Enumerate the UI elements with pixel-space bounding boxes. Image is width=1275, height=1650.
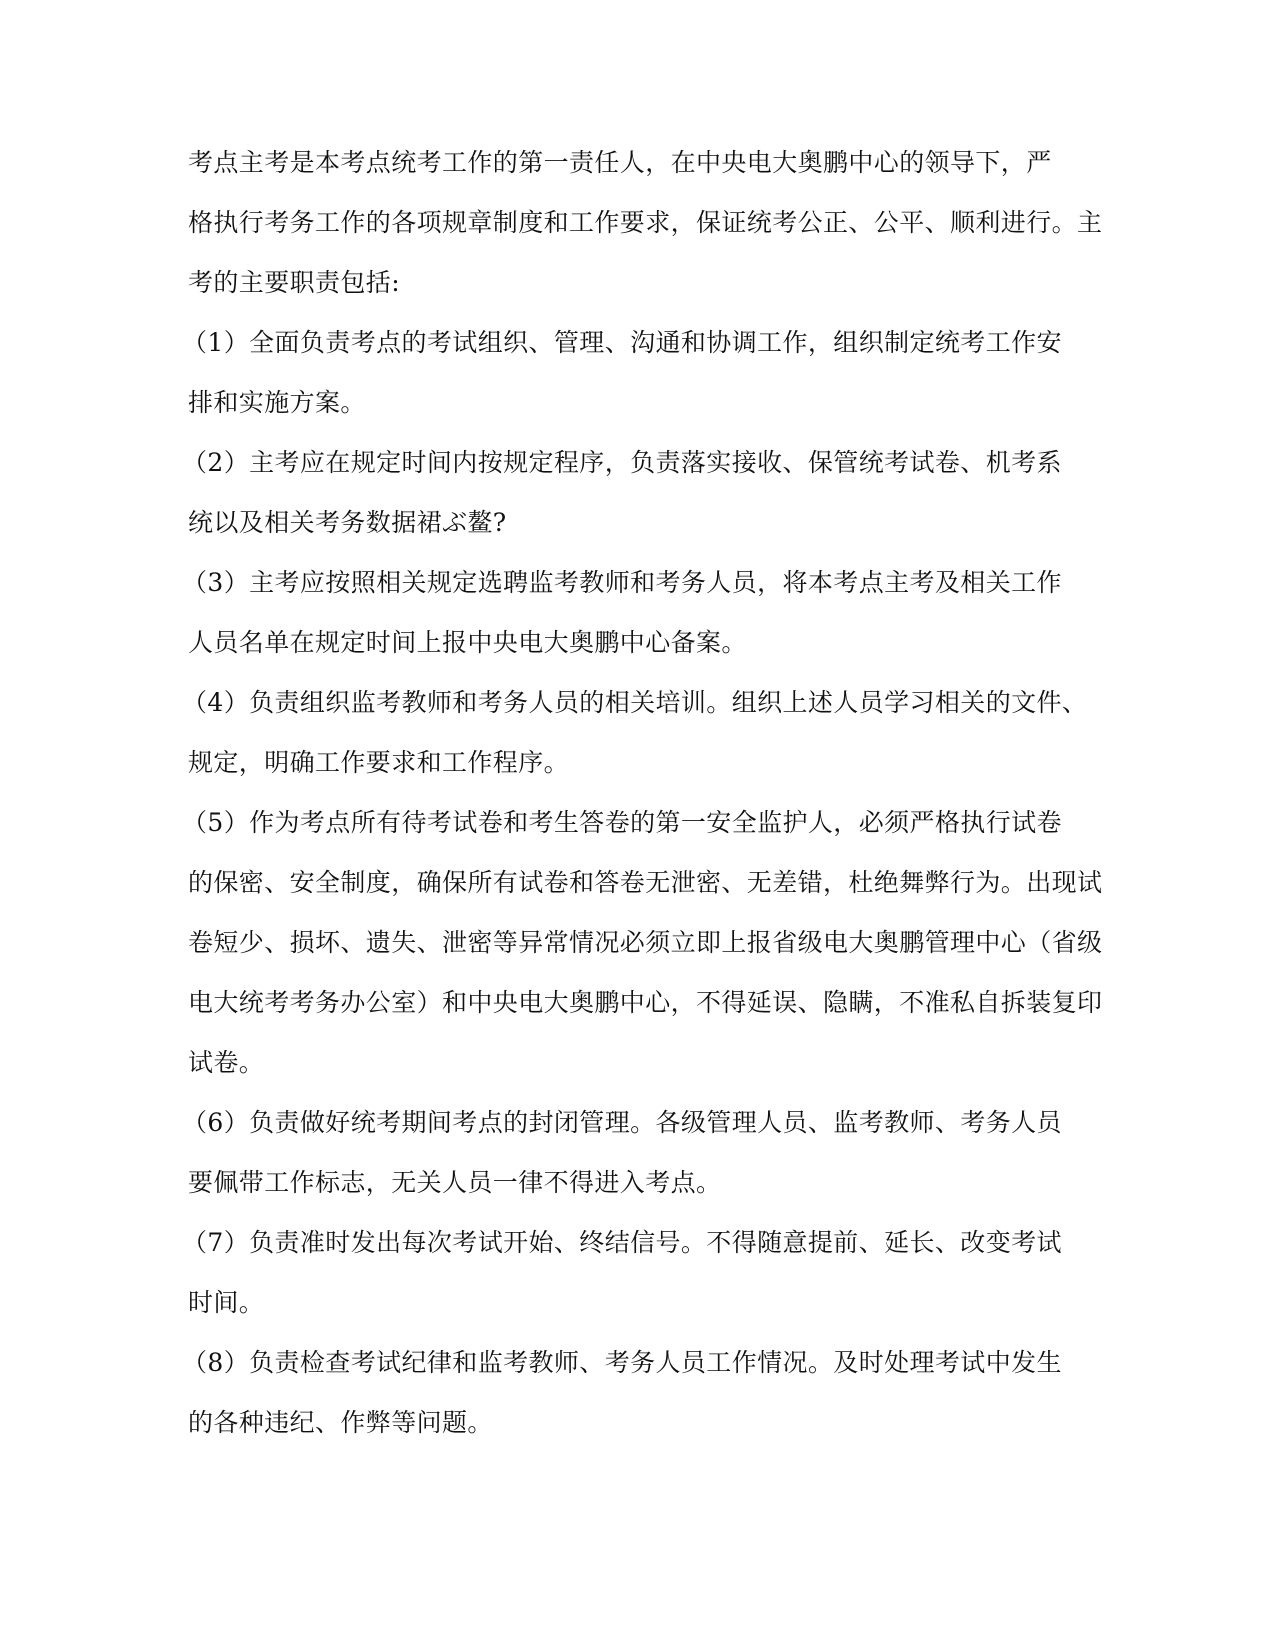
text-line: （3）主考应按照相关规定选聘监考教师和考务人员，将本考点主考及相关工作 — [182, 568, 1062, 597]
text-line: （6）负责做好统考期间考点的封闭管理。各级管理人员、监考教师、考务人员 — [182, 1108, 1062, 1137]
text-line: 考点主考是本考点统考工作的第一责任人，在中央电大奥鹏中心的领导下，严 — [188, 148, 1052, 177]
text-line: 统以及相关考务数据裙ぶ鳌? — [188, 508, 507, 537]
text-line: （8）负责检查考试纪律和监考教师、考务人员工作情况。及时处理考试中发生 — [182, 1348, 1062, 1377]
text-line: 要佩带工作标志，无关人员一律不得进入考点。 — [188, 1168, 722, 1197]
text-line: 人员名单在规定时间上报中央电大奥鹏中心备案。 — [188, 628, 747, 657]
text-line: 试卷。 — [188, 1048, 265, 1077]
text-line: 的保密、安全制度，确保所有试卷和答卷无泄密、无差错，杜绝舞弊行为。出现试 — [188, 868, 1103, 897]
text-line: （2）主考应在规定时间内按规定程序，负责落实接收、保管统考试卷、机考系 — [182, 448, 1062, 477]
text-line: （1）全面负责考点的考试组织、管理、沟通和协调工作，组织制定统考工作安 — [182, 328, 1062, 357]
text-line: 电大统考考务办公室）和中央电大奥鹏中心，不得延误、隐瞒，不准私自拆装复印 — [188, 988, 1103, 1017]
text-line: 规定，明确工作要求和工作程序。 — [188, 748, 570, 777]
text-line: （7）负责准时发出每次考试开始、终结信号。不得随意提前、延长、改变考试 — [182, 1228, 1062, 1257]
text-line: 格执行考务工作的各项规章制度和工作要求，保证统考公正、公平、顺利进行。主 — [188, 208, 1103, 237]
text-line: 排和实施方案。 — [188, 388, 366, 417]
text-line: 的各种违纪、作弊等问题。 — [188, 1408, 493, 1437]
text-line: 考的主要职责包括: — [188, 268, 401, 297]
text-line: 时间。 — [188, 1288, 265, 1317]
text-line: （5）作为考点所有待考试卷和考生答卷的第一安全监护人，必须严格执行试卷 — [182, 808, 1062, 837]
text-line: （4）负责组织监考教师和考务人员的相关培训。组织上述人员学习相关的文件、 — [182, 688, 1088, 717]
text-line: 卷短少、损坏、遗失、泄密等异常情况必须立即上报省级电大奥鹏管理中心（省级 — [188, 928, 1103, 957]
